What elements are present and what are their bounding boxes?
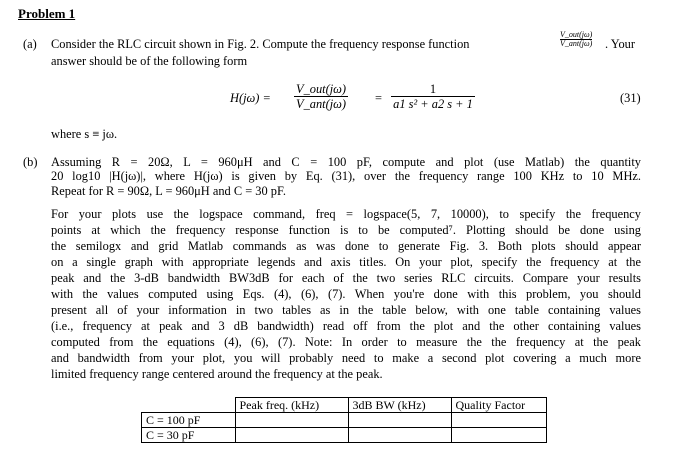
part-a-line1: Consider the RLC circuit shown in Fig. 2. Compute the frequency response function: [51, 37, 470, 51]
part-b-label: (b): [23, 155, 38, 169]
part-b-p2-line: computed from the equations (4), (6), (7). Note: In order to measure the the frequency at the peak: [51, 335, 641, 349]
part-a-line1-end: . Your: [605, 37, 635, 51]
table-header: Quality Factor: [451, 398, 546, 413]
inline-frac-num: V_out(jω): [560, 29, 593, 39]
part-b-p2-line: and bandwidth from your plot, you will probably need to make a second plot covering a much more: [51, 351, 641, 365]
part-b-p2-line: the semilogx and grid Matlab commands as was done to generate Fig. 3. Both plots should appear: [51, 239, 641, 253]
table-cell: [235, 428, 348, 443]
table-header: 3dB BW (kHz): [348, 398, 451, 413]
equation-number: (31): [620, 91, 641, 105]
part-b-p1-line: Repeat for R = 90Ω, L = 960μH and C = 30 pF.: [51, 184, 286, 198]
part-b-p2-line: with the values computed using Eqs. (4), (6), (7). When you're done with this problem, you should: [51, 287, 641, 301]
part-b-p1-line: 20 log10 |H(jω)|, where H(jω) is given by Eq. (31), over the frequency range 100 KHz to 10 MHz.: [51, 169, 641, 183]
part-b-p2-line: points at which the frequency response function is to be computed⁷. Plotting should be done using: [51, 223, 641, 237]
eq-frac1-den: V_ant(jω): [296, 97, 347, 111]
part-a-inline-fraction: [560, 30, 592, 48]
equation-fraction-1: [294, 82, 348, 111]
part-b-p2-line: peak and the 3-dB bandwidth BW3dB for each of the two series RLC circuits. Compare your results: [51, 271, 641, 285]
table-cell: [451, 428, 546, 443]
equation-equals: =: [375, 91, 382, 105]
table-cell: [235, 413, 348, 428]
eq-frac2-den: a1 s² + a2 s + 1: [393, 97, 473, 111]
table-corner-cell: [142, 398, 236, 413]
eq-frac2-num: 1: [391, 82, 475, 97]
table-row: [142, 413, 547, 428]
table-header-row: [142, 398, 547, 413]
part-b-p1-line: Assuming R = 20Ω, L = 960μH and C = 100 pF, compute and plot (use Matlab) the quantity: [51, 155, 641, 169]
equation-fraction-2: [391, 82, 475, 111]
where-clause: where s ≡ jω.: [51, 127, 118, 141]
results-table: [141, 397, 547, 443]
table-header: Peak freq. (kHz): [235, 398, 348, 413]
eq-frac1-num: V_out(jω): [296, 82, 347, 96]
table-cell: [348, 428, 451, 443]
table-cell: [451, 413, 546, 428]
table-cell: [348, 413, 451, 428]
part-b-p2-line: (i.e., frequency at peak and 3 dB bandwidth) read off from the plot and the other containing values: [51, 319, 641, 333]
problem-title: Problem 1: [18, 6, 76, 21]
inline-frac-den: V_ant(jω): [560, 38, 593, 48]
part-a-label: (a): [23, 37, 37, 51]
part-b-p2-line: present all of your information in two tables as in the table below, with one table containing values: [51, 303, 641, 317]
table-row-label: C = 30 pF: [142, 428, 236, 443]
table-row-label: C = 100 pF: [142, 413, 236, 428]
part-b-p2-line: limited frequency range centered around the frequency at the peak.: [51, 367, 383, 381]
part-b-p2-line: For your plots use the logspace command, freq = logspace(5, 7, 10000), to specify the frequency: [51, 207, 641, 221]
equation-lhs: H(jω) =: [230, 91, 271, 105]
part-b-p2-line: on a single graph with appropriate legends and axis titles. On your plot, specify the frequency at the: [51, 255, 641, 269]
table-row: [142, 428, 547, 443]
part-a-line2: answer should be of the following form: [51, 54, 248, 68]
